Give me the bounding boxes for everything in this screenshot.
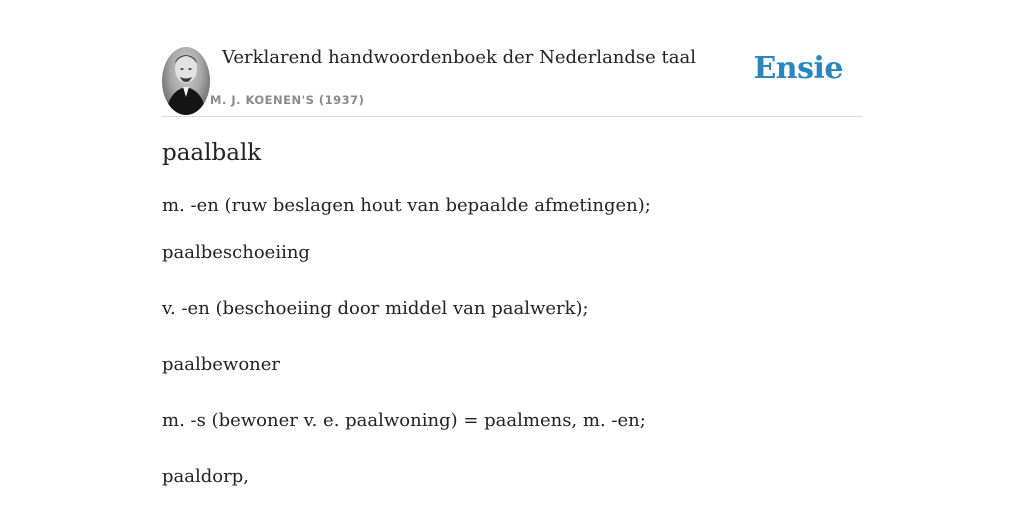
entry-subterm: paalbewoner [162, 354, 281, 375]
entry-definition: m. -en (ruw beslagen hout van bepaalde afmetingen); [162, 195, 651, 216]
entry-headword: paalbalk [162, 140, 262, 166]
dictionary-author-year: M. J. KOENEN'S (1937) [210, 93, 365, 107]
entry-definition: m. -s (bewoner v. e. paalwoning) = paalmens, m. -en; [162, 410, 646, 431]
ensie-logo-link[interactable]: Ensie [753, 51, 843, 86]
entry-subterm: paaldorp, [162, 466, 249, 487]
dictionary-header [162, 46, 862, 117]
author-portrait-icon [162, 47, 210, 115]
entry-subterm: paalbeschoeiing [162, 242, 310, 263]
page [162, 0, 862, 512]
entry-definition: v. -en (beschoeiing door middel van paalwerk); [162, 298, 589, 319]
dictionary-title: Verklarend handwoordenboek der Nederlandse taal [222, 47, 696, 68]
